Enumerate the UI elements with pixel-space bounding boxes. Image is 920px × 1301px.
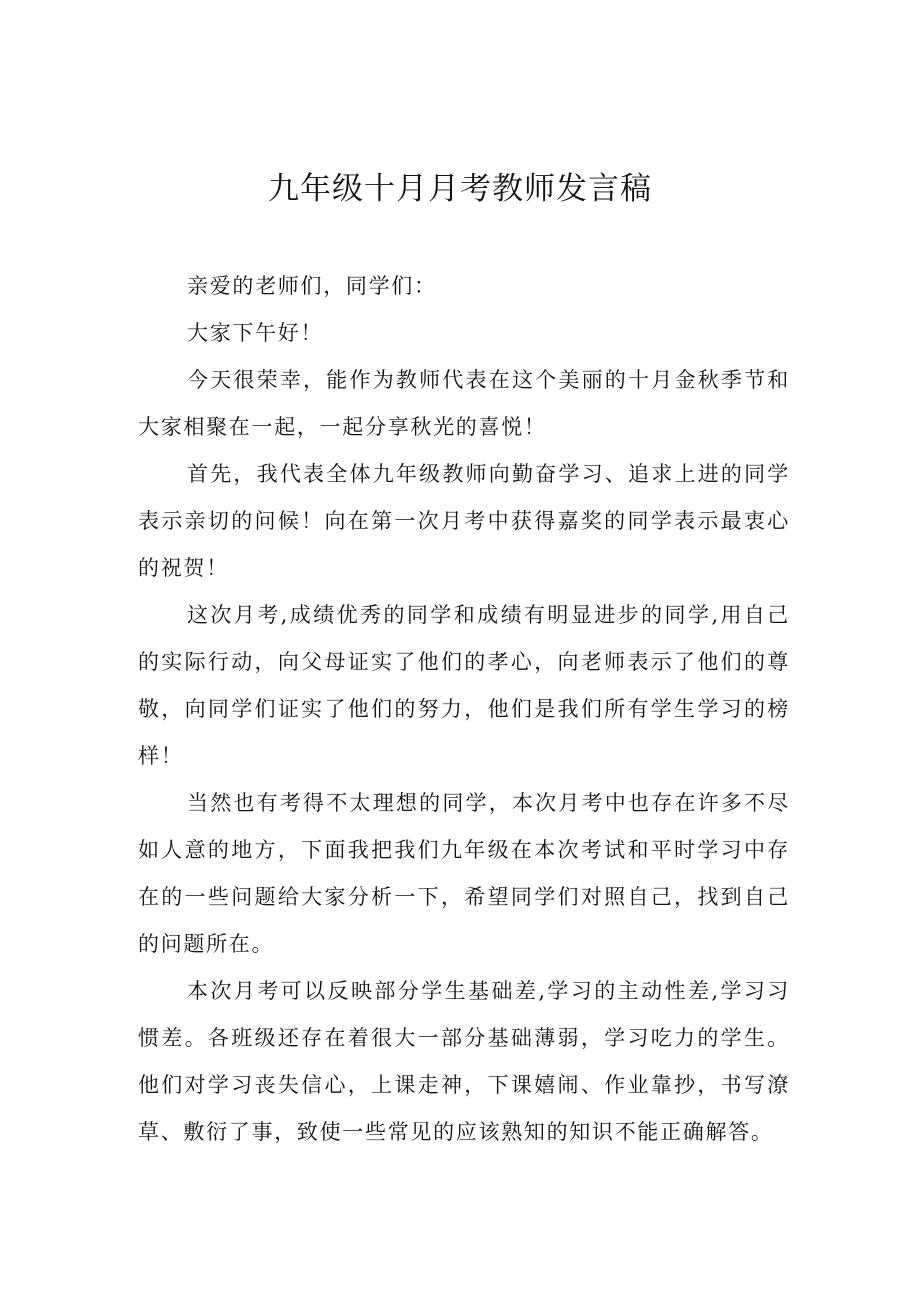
- paragraph-greeting: 亲爱的老师们，同学们：: [187, 274, 437, 298]
- paragraph-analysis: 本次月考可以反映部分学生基础差,学习的主动性差,学习习惯差。各班级还存在着很大一部分基础薄弱，学习吃力的学生。他们对学习丧失信心，上课走神，下课嬉闹、作业靠抄，书写潦草、敷衍了事，致使一些常见的应该熟知的知识不能正确解答。: [138, 979, 790, 1144]
- document-body: [138, 263, 790, 1156]
- paragraph-praise: 这次月考,成绩优秀的同学和成绩有明显进步的同学,用自己的实际行动，向父母证实了他们的孝心，向老师表示了他们的尊敬，向同学们证实了他们的努力，他们是我们所有学生学习的榜样！: [138, 603, 790, 768]
- paragraph-intro: 今天很荣幸，能作为教师代表在这个美丽的十月金秋季节和大家相聚在一起，一起分享秋光的喜悦！: [138, 368, 790, 439]
- document-title: 九年级十月月考教师发言稿: [268, 171, 652, 207]
- paragraph-problems-intro: 当然也有考得不太理想的同学，本次月考中也存在许多不尽如人意的地方，下面我把我们九年级在本次考试和平时学习中存在的一些问题给大家分析一下，希望同学们对照自己，找到自己的问题所在。: [138, 791, 790, 956]
- paragraph-salutation: 大家下午好！: [187, 321, 324, 345]
- paragraph-congratulations: 首先，我代表全体九年级教师向勤奋学习、追求上进的同学表示亲切的问候！向在第一次月考中获得嘉奖的同学表示最衷心的祝贺！: [138, 462, 790, 580]
